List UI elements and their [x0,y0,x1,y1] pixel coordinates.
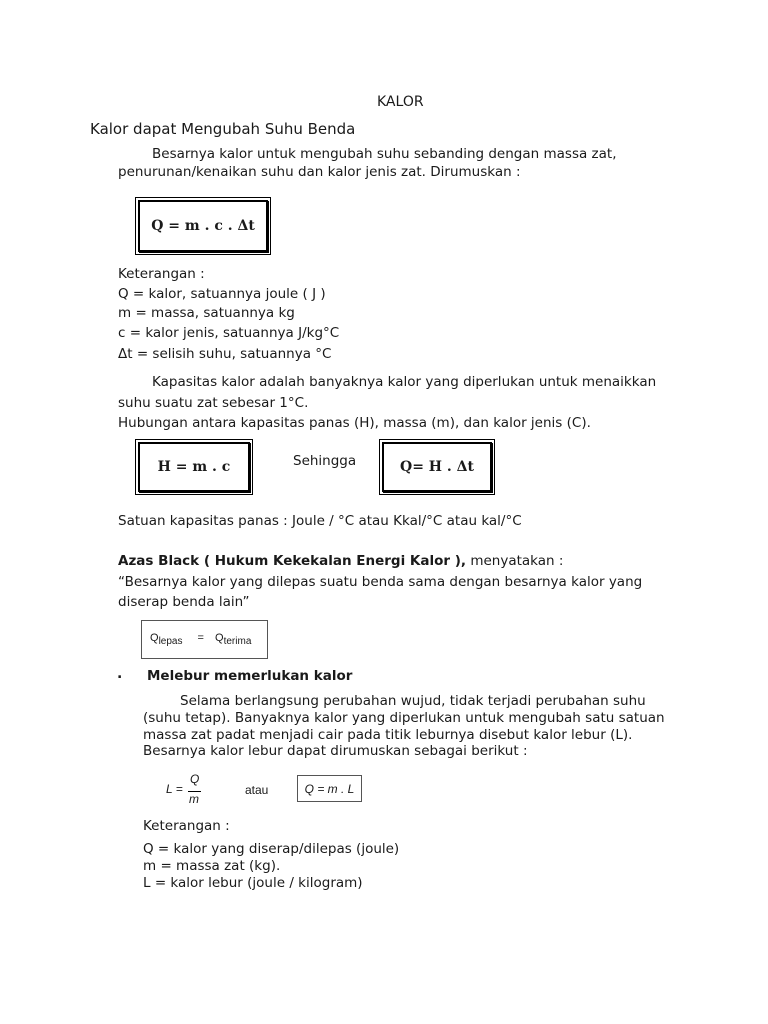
atau-text: atau [245,783,269,797]
formula-q-ml: Q = m . L [304,781,355,796]
paragraph-line: Kapasitas kalor adalah banyaknya kalor yang diperlukan untuk menaikkan [152,374,657,390]
keterangan-label: Keterangan : [143,818,230,834]
satuan-text: Satuan kapasitas panas : Joule / °C atau Kkal/°C atau kal/°C [118,513,522,529]
formula-q-ht: Q= H . Δt [400,459,474,475]
azas-black-title: Azas Black ( Hukum Kekekalan Energi Kalor ), [118,553,467,569]
frac-lhs: L = [166,782,183,796]
keterangan-item: m = massa zat (kg). [143,858,281,874]
formula-box-q-ht [382,442,492,492]
paragraph-line: Hubungan antara kapasitas panas (H), massa (m), dan kalor jenis (C). [118,415,591,431]
formula-azas-black [150,632,251,647]
formula-h-mc: H = m . c [157,459,231,475]
keterangan-item: L = kalor lebur (joule / kilogram) [143,875,363,891]
sub-lepas: lepas [158,636,183,648]
formula-q-mct: Q = m . c . Δt [151,218,255,234]
q-lepas: Q [150,631,159,644]
quote-line: diserap benda lain” [118,594,250,610]
section-heading-suhu: Kalor dapat Mengubah Suhu Benda [90,120,356,138]
page-title: KALOR [377,94,424,110]
formula-box-azas-black [141,620,268,659]
bullet: . [117,666,123,682]
azas-black-rest: menyatakan : [466,553,564,569]
paragraph-line: Besarnya kalor untuk mengubah suhu sebanding dengan massa zat, [152,146,617,162]
sub-terima: terima [223,636,252,648]
keterangan-item: m = massa, satuannya kg [118,305,295,321]
paragraph-line: massa zat padat menjadi cair pada titik leburnya disebut kalor lebur (L). [143,727,633,743]
section-heading-melebur: Melebur memerlukan kalor [147,668,353,684]
azas-black-heading [118,553,563,569]
sehingga-text: Sehingga [293,453,357,469]
q-terima: Q [215,631,224,644]
keterangan-item: c = kalor jenis, satuannya J/kg°C [118,325,340,341]
frac-numerator: Q [190,772,200,786]
quote-line: “Besarnya kalor yang dilepas suatu benda sama dengan besarnya kalor yang [118,574,643,590]
keterangan-item: Q = kalor yang diserap/dilepas (joule) [143,841,400,857]
formula-box-h-mc [138,442,250,492]
frac-denominator: m [189,792,199,806]
keterangan-label: Keterangan : [118,266,205,282]
formula-box-q-mct [138,200,268,252]
paragraph-line: suhu suatu zat sebesar 1°C. [118,395,309,411]
paragraph-line: Selama berlangsung perubahan wujud, tidak terjadi perubahan suhu [180,693,646,709]
paragraph-line: penurunan/kenaikan suhu dan kalor jenis zat. Dirumuskan : [118,164,521,180]
keterangan-item: Q = kalor, satuannya joule ( J ) [118,286,326,302]
keterangan-item: Δt = selisih suhu, satuannya °C [118,346,332,362]
paragraph-line: (suhu tetap). Banyaknya kalor yang diperlukan untuk mengubah satu satuan [143,710,665,726]
paragraph-line: Besarnya kalor lebur dapat dirumuskan sebagai berikut : [143,743,528,759]
formula-lebur-fraction [166,772,216,810]
formula-box-q-ml [297,775,362,802]
equals-sign: = [197,631,204,644]
